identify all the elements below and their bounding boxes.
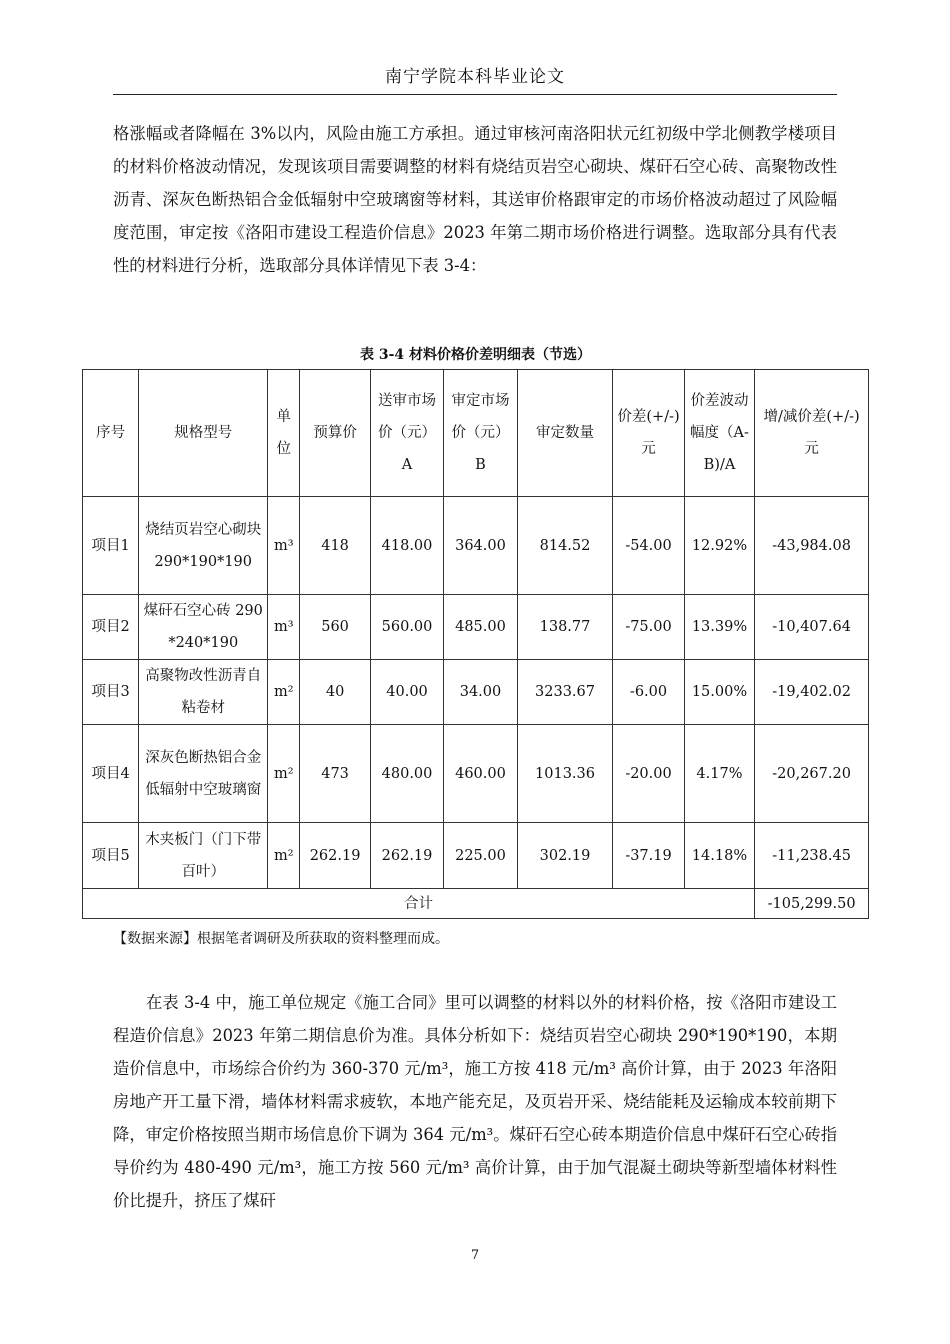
cell-seq: 项目5 (83, 823, 139, 889)
cell-budget: 40 (300, 660, 370, 725)
cell-approved: 460.00 (444, 725, 517, 823)
cell-spec: 木夹板门（门下带百叶） (139, 823, 268, 889)
cell-submitted: 480.00 (370, 725, 443, 823)
cell-submitted: 262.19 (370, 823, 443, 889)
cell-spec: 高聚物改性沥青自粘卷材 (139, 660, 268, 725)
col-header-spec: 规格型号 (139, 370, 268, 497)
cell-qty: 1013.36 (517, 725, 613, 823)
cell-unit: m² (268, 823, 300, 889)
cell-ratio: 13.39% (684, 595, 754, 660)
cell-seq: 项目4 (83, 725, 139, 823)
material-price-table (82, 369, 869, 919)
cell-ratio: 4.17% (684, 725, 754, 823)
table-row (83, 497, 869, 595)
cell-ratio: 12.92% (684, 497, 754, 595)
col-header-budget: 预算价 (300, 370, 370, 497)
cell-approved: 225.00 (444, 823, 517, 889)
table-header-row (83, 370, 869, 497)
cell-total: -11,238.45 (755, 823, 869, 889)
page-header-title: 南宁学院本科毕业论文 (385, 67, 565, 87)
col-header-qty: 审定数量 (517, 370, 613, 497)
cell-seq: 项目2 (83, 595, 139, 660)
table-caption: 表 3-4 材料价格价差明细表（节选） (359, 347, 592, 363)
data-source-note: 【数据来源】根据笔者调研及所获取的资料整理而成。 (113, 931, 449, 947)
col-header-seq: 序号 (83, 370, 139, 497)
cell-spec: 深灰色断热铝合金低辐射中空玻璃窗 (139, 725, 268, 823)
col-header-diff: 价差(+/-)元 (613, 370, 684, 497)
cell-submitted: 40.00 (370, 660, 443, 725)
cell-unit: m³ (268, 497, 300, 595)
col-header-ratio: 价差波动幅度（A-B)/A (684, 370, 754, 497)
cell-spec: 煤矸石空心砖 290*240*190 (139, 595, 268, 660)
cell-diff: -6.00 (613, 660, 684, 725)
header-divider (113, 94, 837, 95)
cell-ratio: 14.18% (684, 823, 754, 889)
cell-spec: 烧结页岩空心砌块 290*190*190 (139, 497, 268, 595)
cell-seq: 项目3 (83, 660, 139, 725)
table-total-row (83, 889, 869, 919)
cell-seq: 项目1 (83, 497, 139, 595)
cell-unit: m³ (268, 595, 300, 660)
cell-total: -43,984.08 (755, 497, 869, 595)
page-number: 7 (470, 1248, 480, 1263)
cell-qty: 138.77 (517, 595, 613, 660)
cell-total: -10,407.64 (755, 595, 869, 660)
table-row (83, 823, 869, 889)
cell-approved: 34.00 (444, 660, 517, 725)
cell-budget: 560 (300, 595, 370, 660)
cell-budget: 418 (300, 497, 370, 595)
col-header-submitted: 送审市场价（元）A (370, 370, 443, 497)
analysis-paragraph: 在表 3-4 中，施工单位规定《施工合同》里可以调整的材料以外的材料价格，按《洛阳市建设工程造价信息》2023 年第二期信息价为准。具体分析如下：烧结页岩空心砌块 290*190*190，本期造价信息中，市场综合价约为 360-370 元/m³，施工方按 418 元/m³ 高价计算，由于 2023 年洛阳房地产开工量下滑，墙体材料需求疲软，本地产能充足，及页岩开采、烧结能耗及运输成本较前期下降，审定价格按照当期市场信息价下调为 364 元/m³。煤矸石空心砖本期造价信息中煤矸石空心砖指导价约为 480-490 元/m³，施工方按 560 元/m³ 高价计算，由于加气混凝土砌块等新型墙体材料性价比提升，挤压了煤矸 (113, 993, 837, 1210)
cell-qty: 302.19 (517, 823, 613, 889)
cell-unit: m² (268, 725, 300, 823)
cell-unit: m² (268, 660, 300, 725)
table-row (83, 595, 869, 660)
total-label: 合计 (83, 889, 755, 919)
cell-diff: -20.00 (613, 725, 684, 823)
total-value: -105,299.50 (755, 889, 869, 919)
col-header-approved: 审定市场价（元）B (444, 370, 517, 497)
cell-diff: -54.00 (613, 497, 684, 595)
cell-diff: -75.00 (613, 595, 684, 660)
cell-total: -20,267.20 (755, 725, 869, 823)
cell-approved: 485.00 (444, 595, 517, 660)
cell-diff: -37.19 (613, 823, 684, 889)
cell-submitted: 560.00 (370, 595, 443, 660)
cell-budget: 262.19 (300, 823, 370, 889)
cell-approved: 364.00 (444, 497, 517, 595)
table-row (83, 660, 869, 725)
col-header-unit: 单位 (268, 370, 300, 497)
col-header-total: 增/减价差(+/-)元 (755, 370, 869, 497)
cell-qty: 814.52 (517, 497, 613, 595)
table-row (83, 725, 869, 823)
intro-paragraph: 格涨幅或者降幅在 3%以内，风险由施工方承担。通过审核河南洛阳状元红初级中学北侧教学楼项目的材料价格波动情况，发现该项目需要调整的材料有烧结页岩空心砌块、煤矸石空心砖、高聚物改性沥青、深灰色断热铝合金低辐射中空玻璃窗等材料，其送审价格跟审定的市场价格波动超过了风险幅度范围，审定按《洛阳市建设工程造价信息》2023 年第二期市场价格进行调整。选取部分具有代表性的材料进行分析，选取部分具体详情见下表 3-4： (113, 124, 837, 275)
cell-budget: 473 (300, 725, 370, 823)
cell-total: -19,402.02 (755, 660, 869, 725)
cell-ratio: 15.00% (684, 660, 754, 725)
cell-submitted: 418.00 (370, 497, 443, 595)
cell-qty: 3233.67 (517, 660, 613, 725)
